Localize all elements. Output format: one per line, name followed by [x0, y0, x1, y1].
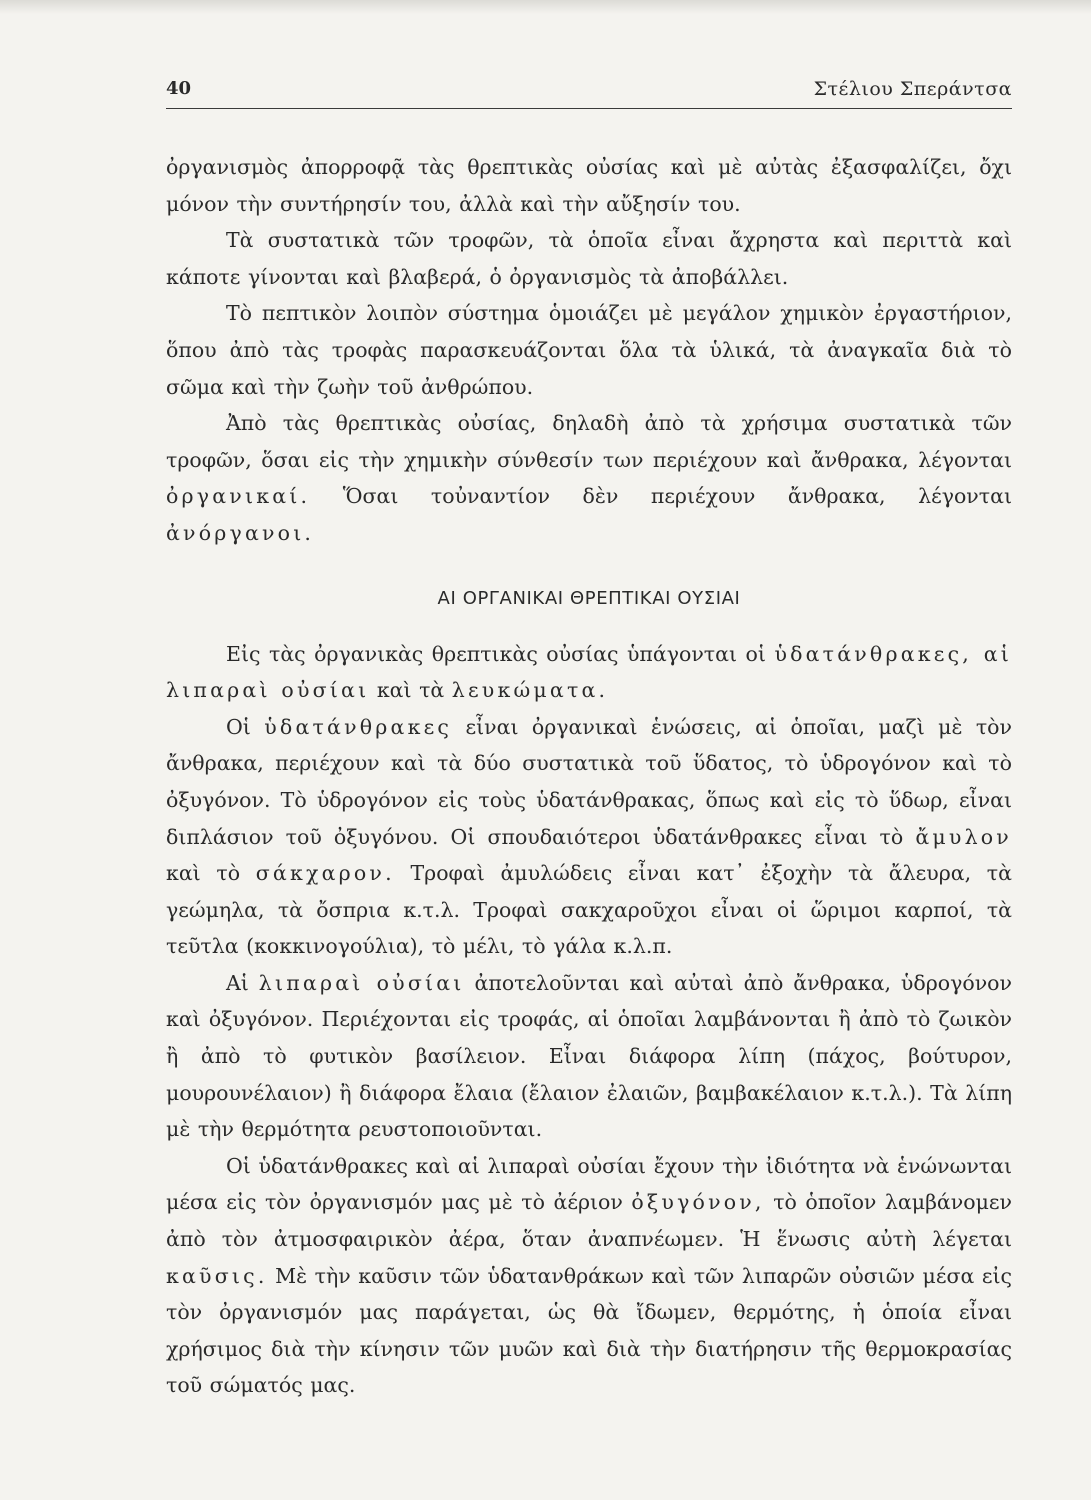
page-number: 40: [166, 78, 192, 99]
body-text: [166, 149, 1012, 1404]
paragraph-3: Τὸ πεπτικὸν λοιπὸν σύστημα ὁμοιάζει μὲ μεγάλον χημικὸν ἐργαστήριον, ὅπου ἀπὸ τὰς τροφὰς παρασκευάζονται ὅλα τὰ ὑλικά, τὰ ἀναγκαῖα διὰ τὸ σῶμα καὶ τὴν ζωὴν τοῦ ἀνθρώπου.: [166, 301, 1012, 399]
term-organikai: ὀργανικαί.: [166, 484, 311, 509]
p4-text-b: Ὅσαι τοὐναντίον δὲν περιέχουν ἄνθρακα, λέγονται: [342, 484, 1012, 509]
section-heading: ΑΙ ΟΡΓΑΝΙΚΑΙ ΘΡΕΠΤΙΚΑΙ ΟΥΣΙΑΙ: [437, 587, 741, 609]
p5-text-b: καὶ τὰ: [376, 678, 445, 703]
p6-text-d: Τροφαὶ ἀμυλώδεις εἶναι κατ᾽ ἐξοχὴν τὰ ἄλευρα, τὰ γεώμηλα, τὰ ὄσπρια κ.τ.λ. Τροφαὶ σακχαροῦχοι εἶναι οἱ ὥριμοι καρποί, τὰ τεῦτλα (κοκκινογούλια), τὸ μέλι, τὸ γάλα κ.λ.π.: [166, 861, 1012, 959]
p4-text-a: Ἀπὸ τὰς θρεπτικὰς οὐσίας, δηλαδὴ ἀπὸ τὰ χρήσιμα συστατικὰ τῶν τροφῶν, ὅσαι εἰς τὴν χημικὴν σύνθεσίν των περιέχουν καὶ ἄνθρακα, λέγονται: [166, 411, 1012, 472]
book-page: [166, 72, 1012, 1404]
p8-text-b: τὸ ὁποῖον λαμβάνομεν ἀπὸ τὸν ἀτμοσφαιρικὸν ἀέρα, ὅταν ἀναπνέωμεν. Ἡ ἕνωσις αὐτὴ λέγεται: [166, 1190, 1012, 1252]
p7-text-a: Αἱ: [226, 970, 249, 995]
p8-text-a: Οἱ ὑδατάνθρακες καὶ αἱ λιπαραὶ οὐσίαι ἔχουν τὴν ἰδιότητα νὰ ἑνώνωνται μέσα εἰς τὸν ὀργανισμόν μας μὲ τὸ ἀέριον: [166, 1153, 1012, 1215]
term-ydatanthrakes: ὑδατάνθρακες: [264, 714, 453, 739]
p5-text-a: Εἰς τὰς ὀργανικὰς θρεπτικὰς οὐσίας ὑπάγονται οἱ: [226, 641, 766, 666]
term-lipara-ousiai: λιπαραὶ οὐσίαι: [258, 970, 465, 995]
paragraph-7: [166, 965, 1012, 1148]
paragraph-1: ὀργανισμὸς ἀπορροφᾷ τὰς θρεπτικὰς οὐσίας καὶ μὲ αὐτὰς ἐξασφαλίζει, ὄχι μόνον τὴν συντήρησίν του, ἀλλὰ καὶ τὴν αὔξησίν του.: [166, 155, 1012, 216]
p6-text-a: Οἱ: [226, 714, 251, 739]
p8-text-c: Μὲ τὴν καῦσιν τῶν ὑδατανθράκων καὶ τῶν λιπαρῶν οὐσιῶν μέσα εἰς τὸν ὀργανισμόν μας παράγεται, ὡς θὰ ἴδωμεν, θερμότης, ἡ ὁποία εἶναι χρήσιμος διὰ τὴν κίνησιν τῶν μυῶν καὶ διὰ τὴν διατήρησιν τῆς θερμοκρασίας τοῦ σώματός μας.: [166, 1263, 1012, 1398]
paragraph-8: [166, 1148, 1012, 1404]
term-sakcharon: σάκχαρον.: [255, 861, 395, 886]
running-head: [166, 72, 1012, 109]
term-leukomata: λευκώματα.: [451, 678, 609, 703]
term-anorganoi: ἀνόργανοι.: [166, 520, 315, 545]
p7-text-b: ἀποτελοῦνται καὶ αὐταὶ ἀπὸ ἄνθρακα, ὑδρογόνον καὶ ὀξυγόνον. Περιέχονται εἰς τροφάς, αἱ ὁποῖαι λαμβάνονται ἢ ἀπὸ τὸ ζωικὸν ἢ ἀπὸ τὸ φυτικὸν βασίλειον. Εἶναι διάφορα λίπη (πάχος, βούτυρον, μουρουνέλαιον) ἢ διάφορα ἔλαια (ἔλαιον ἐλαιῶν, βαμβακέλαιον κ.τ.λ.). Τὰ λίπη μὲ τὴν θερμότητα ρευστοποιοῦνται.: [166, 970, 1012, 1142]
p6-text-c: καὶ τὸ: [166, 861, 241, 886]
paragraph-6: [166, 709, 1012, 965]
term-ydatanthrakes-lipara: ὑδατάνθρακες, αἱ λιπαραὶ οὐσίαι: [166, 641, 1012, 703]
term-kausis: καῦσις.: [166, 1263, 268, 1288]
p6-text-b: εἶναι ὀργανικαὶ ἑνώσεις, αἱ ὁποῖαι, μαζὶ μὲ τὸν ἄνθρακα, περιέχουν καὶ τὰ δύο συστατικὰ τοῦ ὕδατος, τὸ ὑδρογόνον καὶ τὸ ὀξυγόνον. Τὸ ὑδρογόνον εἰς τοὺς ὑδατάνθρακας, ὅπως καὶ εἰς τὸ ὕδωρ, εἶναι διπλάσιον τοῦ ὀξυγόνου. Οἱ σπουδαιότεροι ὑδατάνθρακες εἶναι τὸ: [166, 714, 1012, 849]
running-head-author: Στέλιου Σπεράντσα: [813, 78, 1012, 100]
paragraph-5: [166, 636, 1012, 709]
paragraph-2: Τὰ συστατικὰ τῶν τροφῶν, τὰ ὁποῖα εἶναι ἄχρηστα καὶ περιττὰ καὶ κάποτε γίνονται καὶ βλαβερά, ὁ ὀργανισμὸς τὰ ἀποβάλλει.: [166, 228, 1012, 289]
term-oxygonon: ὀξυγόνον,: [631, 1190, 765, 1215]
scan-top-edge: [0, 0, 1091, 14]
term-amylon: ἄμυλον: [915, 824, 1012, 849]
paragraph-4: [166, 405, 1012, 551]
